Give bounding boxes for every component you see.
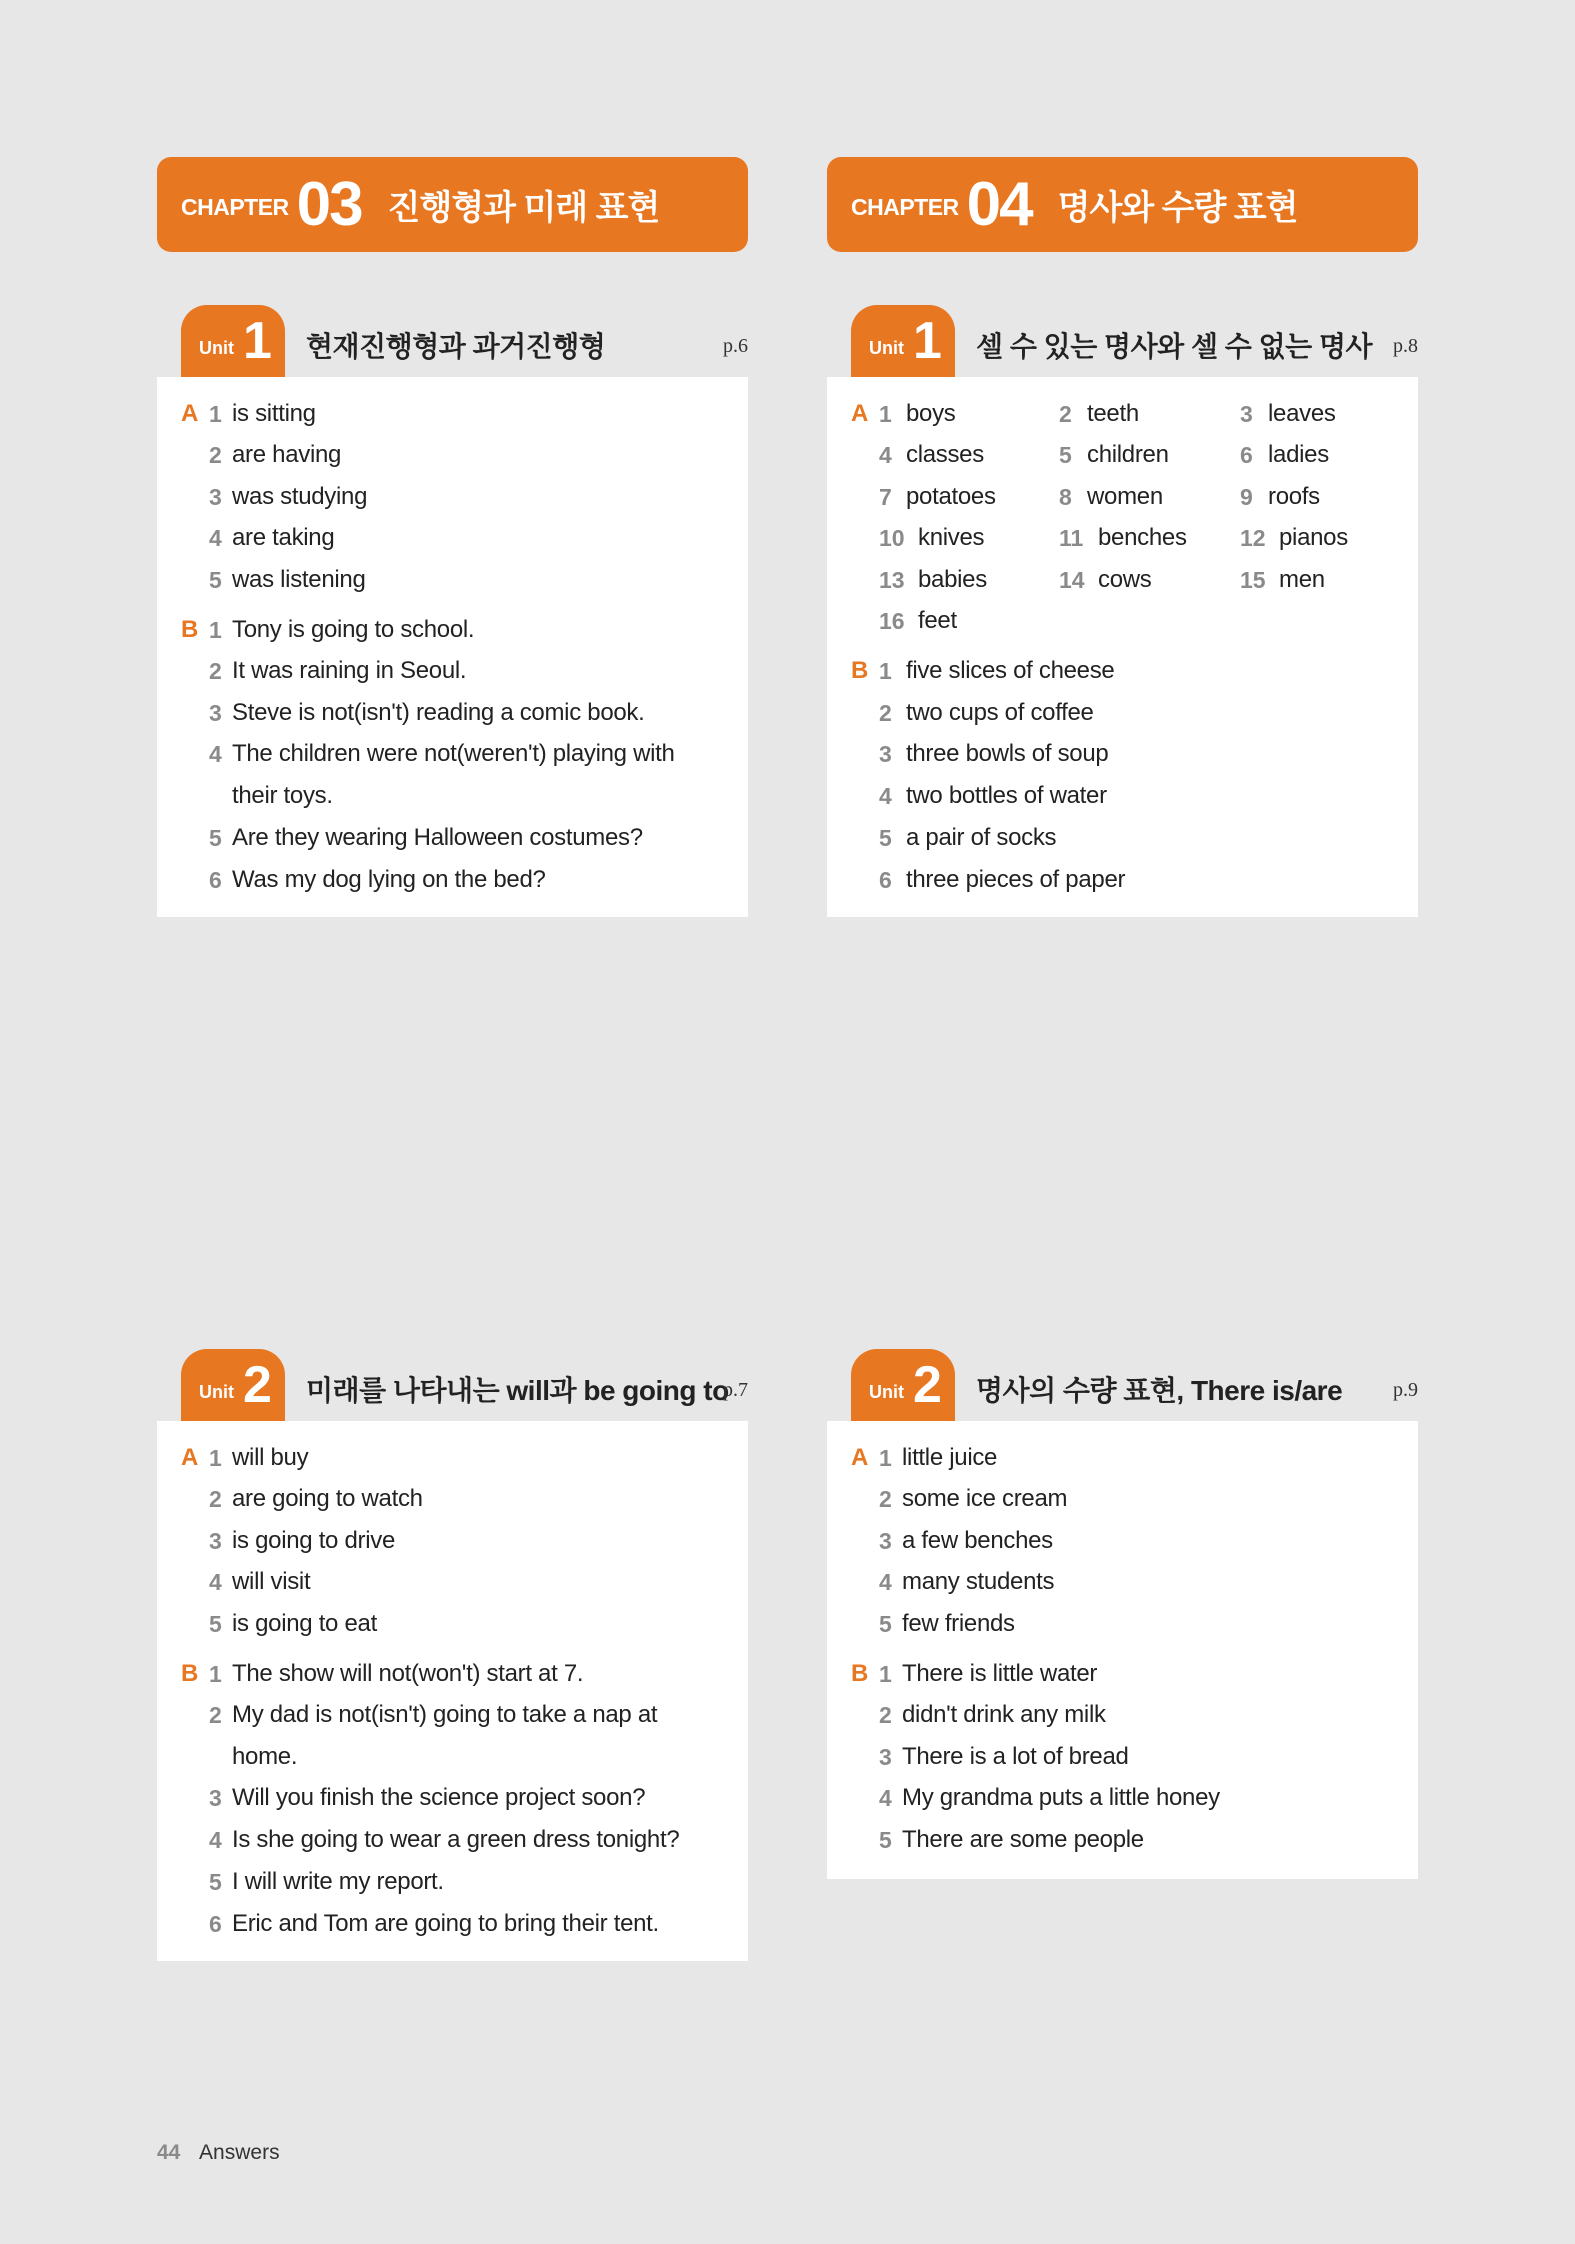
item-number: 4 — [209, 525, 222, 551]
chapter-number: 03 — [296, 170, 362, 239]
item-number: 13 — [879, 567, 905, 593]
chapter-04-banner — [827, 157, 1418, 252]
answer-text: benches — [1098, 524, 1187, 551]
page-number: 44 — [157, 2141, 181, 2164]
answer-text: two bottles of water — [906, 782, 1107, 809]
answer-text: are going to watch — [232, 1485, 423, 1512]
item-number: 2 — [209, 658, 222, 684]
item-number: 5 — [209, 567, 222, 593]
unit-header-c4u1 — [827, 305, 1418, 377]
answer-box-c3u2 — [157, 1421, 748, 1961]
item-number: 11 — [1059, 525, 1084, 551]
unit-number: 2 — [243, 1356, 272, 1414]
answer-text: pianos — [1279, 524, 1348, 551]
page-reference: p.6 — [723, 335, 748, 357]
answer-text: ladies — [1268, 441, 1329, 468]
item-number: 2 — [209, 442, 222, 468]
unit-number: 2 — [913, 1356, 942, 1414]
answer-text: feet — [918, 607, 957, 634]
section-a-label: A — [181, 1444, 199, 1471]
unit-header-c3u1 — [157, 305, 748, 377]
item-number: 5 — [879, 1611, 892, 1637]
item-number: 3 — [879, 1744, 892, 1770]
answer-text: cows — [1098, 566, 1152, 593]
item-number: 4 — [879, 1569, 892, 1595]
item-number: 1 — [209, 1445, 222, 1471]
item-number: 5 — [209, 825, 222, 851]
section-b-label: B — [851, 657, 869, 684]
item-number: 5 — [209, 1611, 222, 1637]
item-number: 3 — [879, 741, 892, 767]
answer-text: boys — [906, 400, 956, 427]
answer-text: roofs — [1268, 483, 1320, 510]
chapter-label: CHAPTER — [851, 194, 959, 220]
answer-text: Is she going to wear a green dress tonight? — [232, 1826, 680, 1853]
answer-text: is going to drive — [232, 1527, 395, 1554]
item-number: 8 — [1059, 484, 1072, 510]
answer-text: There is a lot of bread — [902, 1743, 1129, 1770]
unit-tab — [181, 1349, 285, 1421]
item-number: 6 — [1240, 442, 1253, 468]
item-number: 2 — [879, 1702, 892, 1728]
answer-text: Steve is not(isn't) reading a comic book. — [232, 699, 645, 726]
answer-text: men — [1279, 566, 1325, 593]
unit-tab — [851, 305, 955, 377]
answer-box-c4u1 — [827, 377, 1418, 917]
answer-box-c4u2 — [827, 1421, 1418, 1879]
section-a-label: A — [851, 1444, 869, 1471]
item-number: 3 — [209, 484, 222, 510]
unit-number: 1 — [243, 312, 272, 370]
item-number: 2 — [879, 1486, 892, 1512]
unit-header-c4u2 — [827, 1349, 1418, 1421]
item-number: 1 — [209, 617, 222, 643]
item-number: 3 — [209, 1785, 222, 1811]
item-number: 5 — [209, 1869, 222, 1895]
item-number: 2 — [209, 1702, 222, 1728]
item-number: 4 — [879, 783, 892, 809]
answer-text: few friends — [902, 1610, 1015, 1637]
unit-tab — [851, 1349, 955, 1421]
item-number: 10 — [879, 525, 905, 551]
item-number: 6 — [209, 1911, 222, 1937]
unit-title: 미래를 나타내는 will과 be going to — [306, 1375, 729, 1406]
answer-text: There are some people — [902, 1826, 1144, 1853]
unit-label: Unit — [869, 338, 904, 358]
page-reference: p.8 — [1393, 335, 1418, 357]
page-footer — [157, 2141, 280, 2165]
item-number: 1 — [879, 1445, 892, 1471]
answer-text: five slices of cheese — [906, 657, 1115, 684]
answer-text: Tony is going to school. — [232, 616, 475, 643]
answer-text: My dad is not(isn't) going to take a nap at — [232, 1701, 658, 1728]
answer-text: knives — [918, 524, 985, 551]
answer-text: two cups of coffee — [906, 699, 1094, 726]
answer-text: three bowls of soup — [906, 740, 1109, 767]
item-number: 2 — [209, 1486, 222, 1512]
item-number: 12 — [1240, 525, 1266, 551]
item-number: 2 — [879, 700, 892, 726]
item-number: 1 — [879, 401, 892, 427]
chapter-number: 04 — [966, 170, 1032, 239]
answer-text: There is little water — [902, 1660, 1098, 1687]
answer-text: leaves — [1268, 400, 1336, 427]
item-number: 6 — [879, 867, 892, 893]
answer-text: a few benches — [902, 1527, 1053, 1554]
answer-text: are having — [232, 441, 342, 468]
answer-text: didn't drink any milk — [902, 1701, 1106, 1728]
answer-text: home. — [232, 1743, 298, 1770]
answer-text: The show will not(won't) start at 7. — [232, 1660, 584, 1687]
answer-text: will visit — [232, 1568, 311, 1595]
item-number: 1 — [209, 1661, 222, 1687]
unit-number: 1 — [913, 312, 942, 370]
chapter-title: 진행형과 미래 표현 — [387, 189, 660, 227]
unit-tab — [181, 305, 285, 377]
answer-text: potatoes — [906, 483, 996, 510]
item-number: 5 — [1059, 442, 1072, 468]
section-a-label: A — [851, 400, 869, 427]
answer-text: Eric and Tom are going to bring their tent. — [232, 1910, 659, 1937]
answer-text: was studying — [232, 483, 368, 510]
item-number: 2 — [1059, 401, 1072, 427]
item-number: 5 — [879, 1827, 892, 1853]
answer-text: The children were not(weren't) playing with — [232, 740, 675, 767]
answer-text: Was my dog lying on the bed? — [232, 866, 546, 893]
answer-text: three pieces of paper — [906, 866, 1126, 893]
answer-text: will buy — [232, 1444, 309, 1471]
answer-text: little juice — [902, 1444, 998, 1471]
item-number: 5 — [879, 825, 892, 851]
item-number: 4 — [209, 1827, 222, 1853]
page-reference: p.9 — [1393, 1379, 1418, 1401]
item-number: 16 — [879, 608, 905, 634]
answer-text: are taking — [232, 524, 335, 551]
answer-text: was listening — [232, 566, 366, 593]
item-number: 4 — [209, 741, 222, 767]
footer-label: Answers — [199, 2141, 280, 2164]
answer-text: some ice cream — [902, 1485, 1068, 1512]
answer-text: It was raining in Seoul. — [232, 657, 467, 684]
item-number: 1 — [879, 1661, 892, 1687]
answer-text: My grandma puts a little honey — [902, 1784, 1220, 1811]
section-b-label: B — [851, 1660, 869, 1687]
chapter-03-banner — [157, 157, 748, 252]
answer-box-c3u1 — [157, 377, 748, 917]
answer-text: women — [1087, 483, 1163, 510]
page-reference: p.7 — [723, 1379, 748, 1401]
item-number: 14 — [1059, 567, 1085, 593]
section-b-label: B — [181, 616, 199, 643]
unit-title: 명사의 수량 표현, There is/are — [976, 1375, 1343, 1406]
answer-text: is sitting — [232, 400, 316, 427]
chapter-title: 명사와 수량 표현 — [1057, 189, 1298, 227]
unit-header-c3u2 — [157, 1349, 748, 1421]
section-a-label: A — [181, 400, 199, 427]
answer-text: classes — [906, 441, 984, 468]
item-number: 6 — [209, 867, 222, 893]
unit-title: 셀 수 있는 명사와 셀 수 없는 명사 — [976, 331, 1373, 362]
section-b-label: B — [181, 1660, 199, 1687]
answer-text: teeth — [1087, 400, 1139, 427]
item-number: 15 — [1240, 567, 1266, 593]
unit-label: Unit — [199, 338, 234, 358]
item-number: 3 — [1240, 401, 1253, 427]
answer-text: is going to eat — [232, 1610, 377, 1637]
unit-label: Unit — [869, 1382, 904, 1402]
unit-label: Unit — [199, 1382, 234, 1402]
answer-text: I will write my report. — [232, 1868, 444, 1895]
answer-text: their toys. — [232, 782, 333, 809]
answer-text: many students — [902, 1568, 1055, 1595]
item-number: 1 — [209, 401, 222, 427]
answer-text: Will you finish the science project soon? — [232, 1784, 646, 1811]
item-number: 3 — [209, 700, 222, 726]
unit-title: 현재진행형과 과거진행형 — [306, 331, 606, 362]
chapter-label: CHAPTER — [181, 194, 289, 220]
item-number: 7 — [879, 484, 892, 510]
item-number: 4 — [879, 442, 892, 468]
item-number: 4 — [209, 1569, 222, 1595]
answer-text: children — [1087, 441, 1169, 468]
item-number: 9 — [1240, 484, 1253, 510]
item-number: 4 — [879, 1785, 892, 1811]
item-number: 1 — [879, 658, 892, 684]
answer-text: babies — [918, 566, 987, 593]
answer-text: Are they wearing Halloween costumes? — [232, 824, 643, 851]
answer-text: a pair of socks — [906, 824, 1057, 851]
item-number: 3 — [209, 1528, 222, 1554]
item-number: 3 — [879, 1528, 892, 1554]
